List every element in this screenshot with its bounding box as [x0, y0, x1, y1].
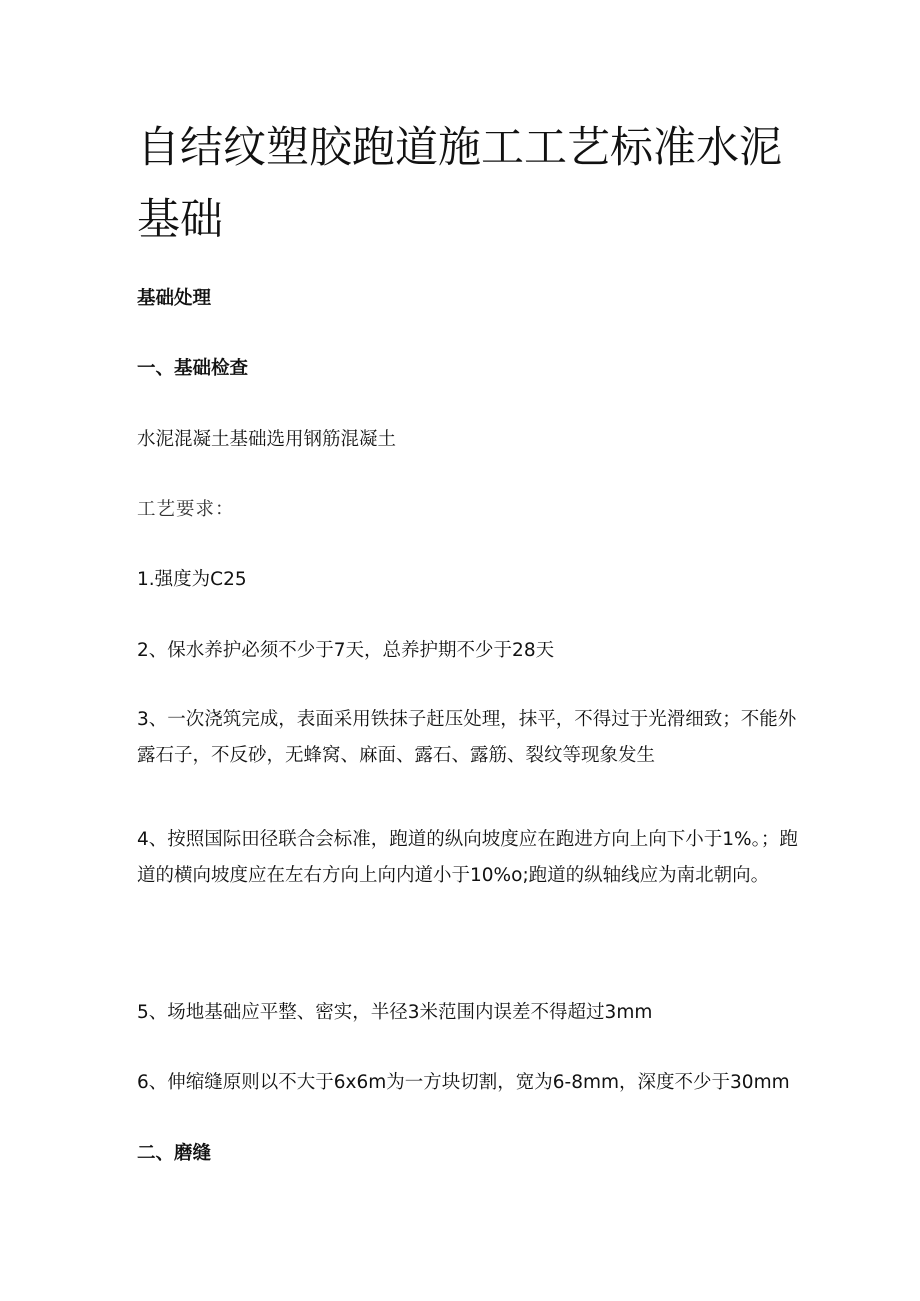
subsection-heading-inspection: 一、基础检查 — [137, 358, 249, 379]
requirement-item-5: 5、场地基础应平整、密实，半径3米范围内误差不得超过3mm — [137, 1002, 653, 1023]
section-heading: 基础处理 — [137, 288, 212, 309]
requirement-item-6: 6、伸缩缝原则以不大于6x6m为一方块切割，宽为6-8mm，深度不少于30mm — [137, 1072, 790, 1093]
requirement-item-2: 2、保水养护必须不少于7天，总养护期不少于28天 — [137, 640, 555, 661]
requirement-item-4: 4、按照国际田径联合会标准，跑道的纵向坡度应在跑进方向上向下小于1%。；跑道的横向坡度应在左右方向上向内道小于10%o;跑道的纵轴线应为南北朝向。 — [137, 829, 798, 886]
document-title: 自结纹塑胶跑道施工工艺标准水泥基础 — [137, 123, 782, 245]
requirement-item-1: 1.强度为C25 — [137, 569, 247, 590]
subsection-heading-joint-grinding: 二、磨缝 — [137, 1143, 212, 1164]
intro-line: 水泥混凝土基础选用钢筋混凝土 — [137, 429, 397, 450]
requirements-label: 工艺要求： — [137, 499, 235, 520]
requirement-item-3: 3、一次浇筑完成，表面采用铁抹子赶压处理，抹平，不得过于光滑细致；不能外露石子，不反砂，无蜂窝、麻面、露石、露筋、裂纹等现象发生 — [137, 709, 797, 766]
